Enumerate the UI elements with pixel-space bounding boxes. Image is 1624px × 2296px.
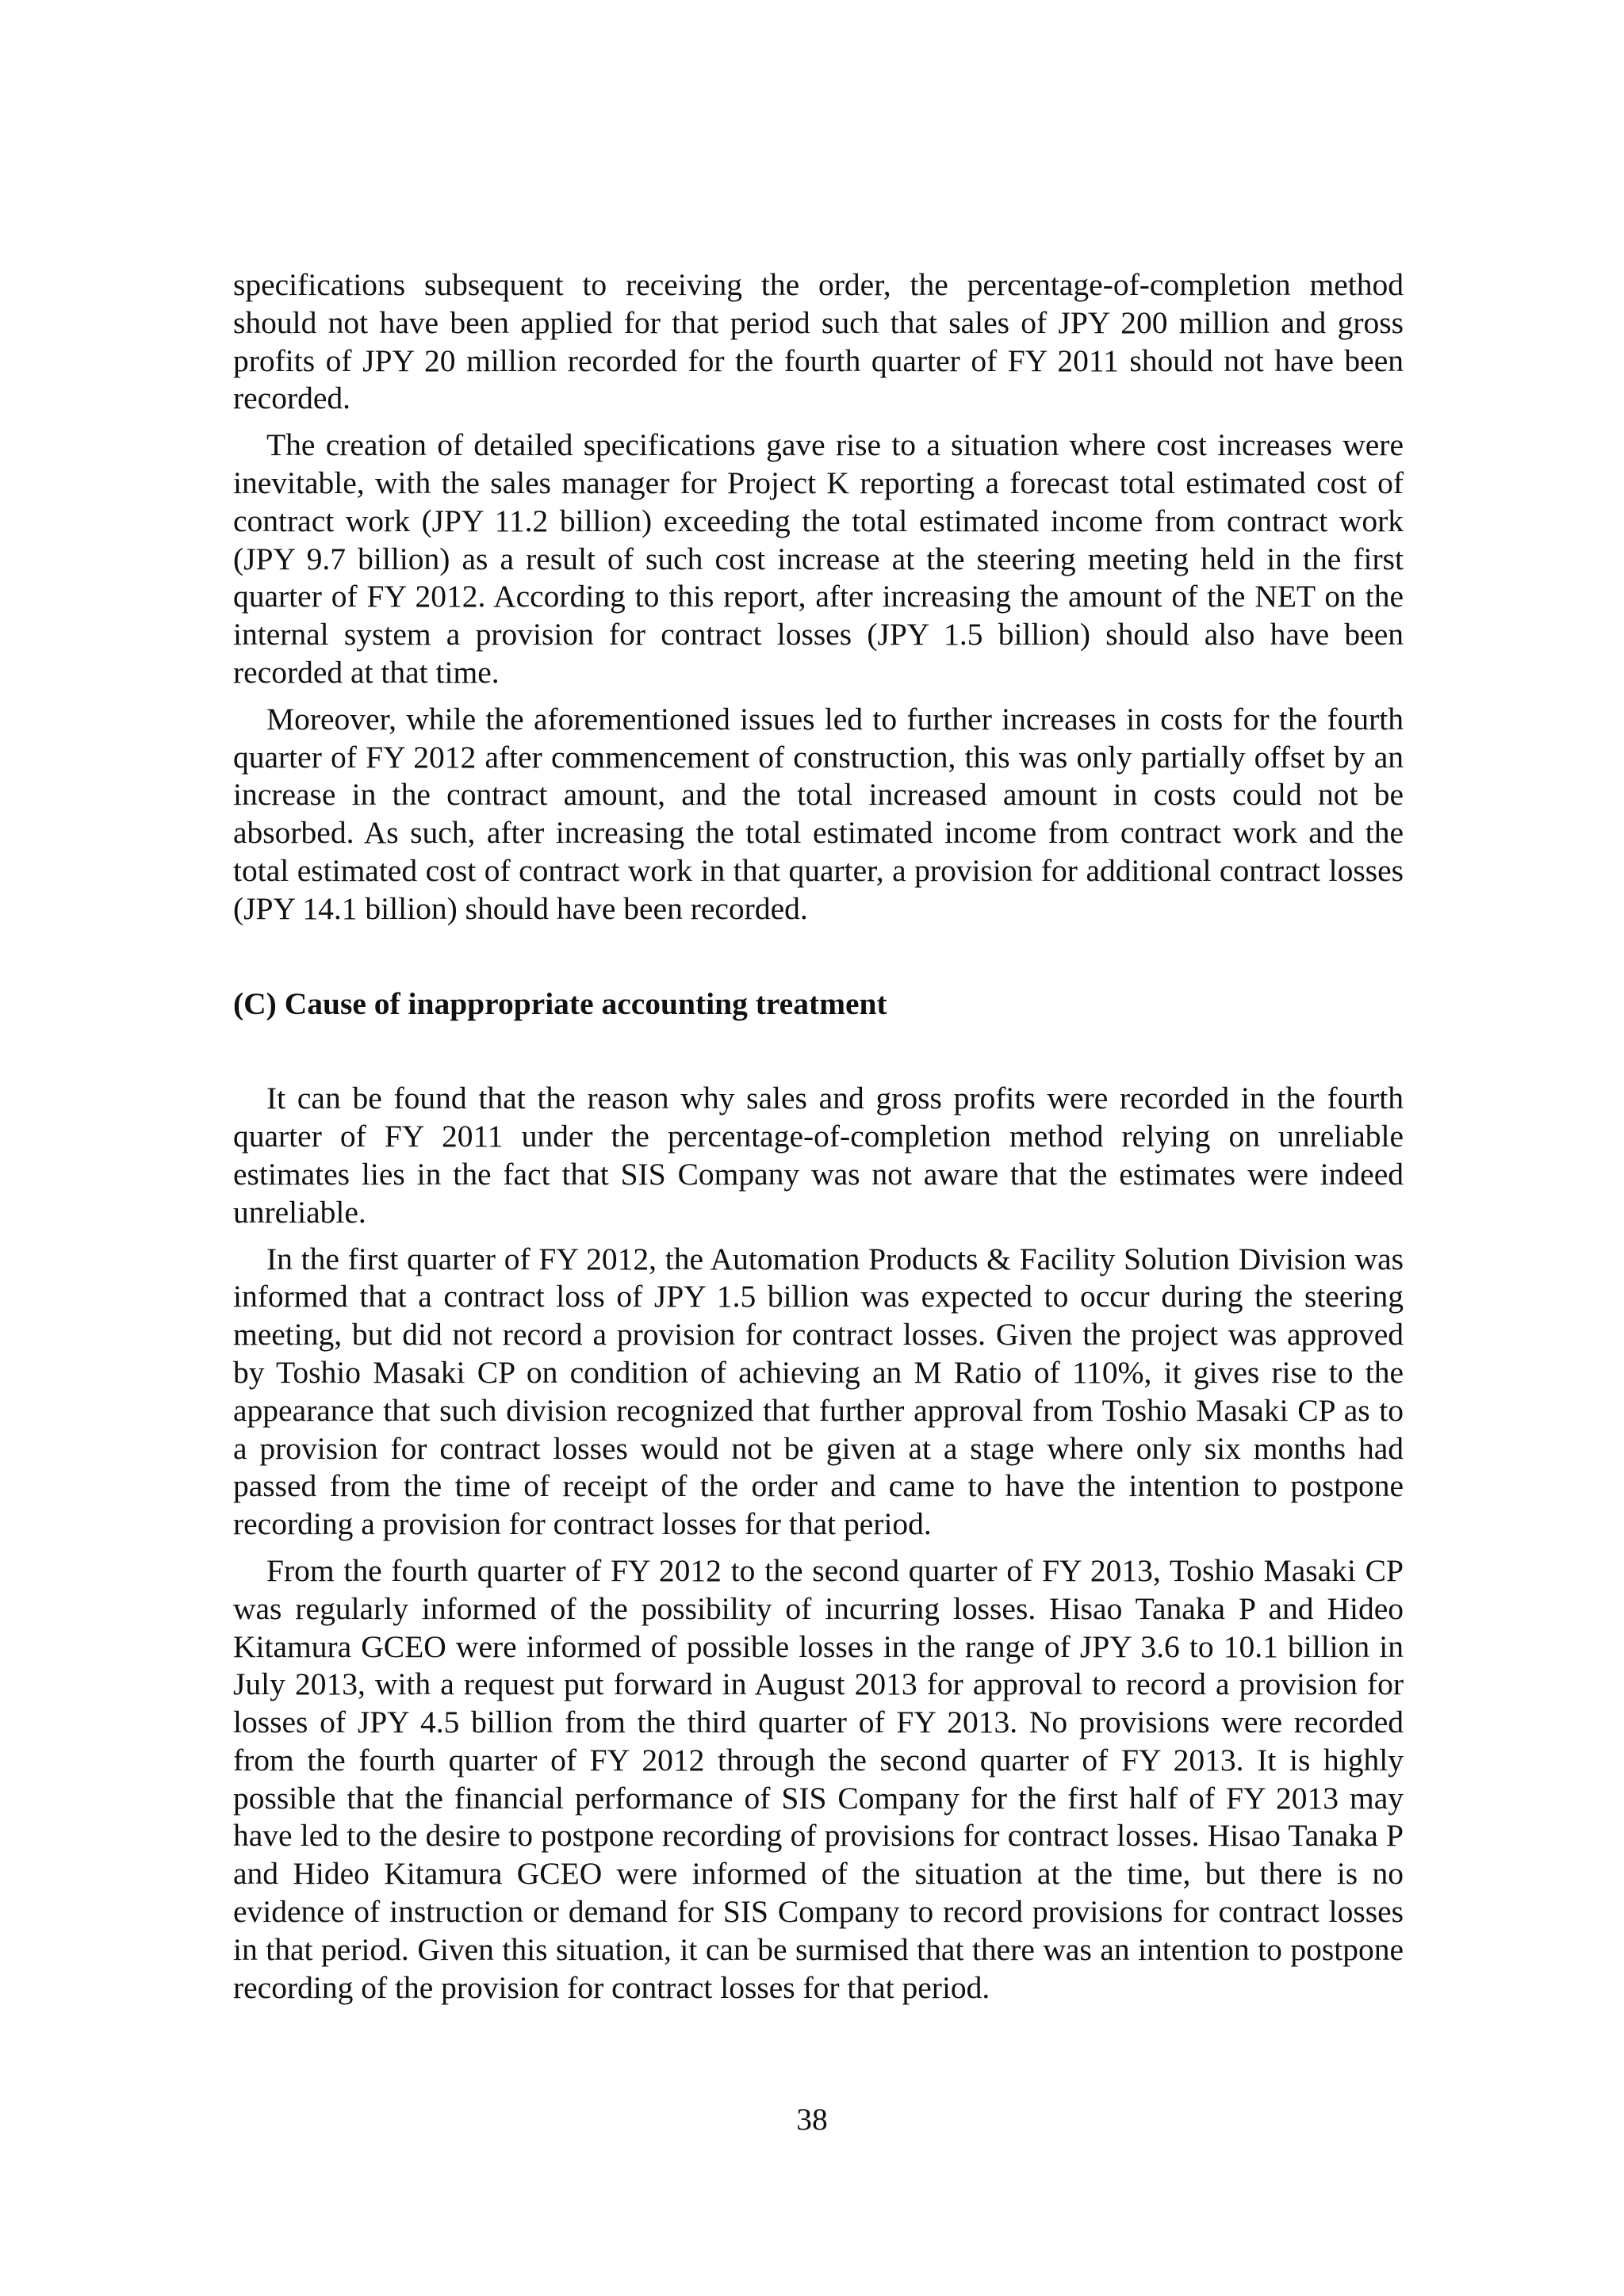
paragraph-continuation: specifications subsequent to receiving the order, the percentage-of-completion method should not have been applied for that period such that sales of JPY 200 million and gross profits of JPY 20 million recorded for the fourth quarter of FY 2011 should not have been recorded.: [233, 267, 1404, 416]
paragraph-cost-increase: The creation of detailed specifications gave rise to a situation where cost increases were inevitable, with the sales manager for Project K reporting a forecast total estimated cost of contract work (JPY 11.2 billion) exceeding the total estimated income from contract work (JPY 9.7 billion) as a result of such cost increase at the steering meeting held in the first quarter of FY 2012. According to this report, after increasing the amount of the NET on the internal system a provision for contract losses (JPY 1.5 billion) should also have been recorded at that time.: [233, 427, 1404, 690]
paragraph-fourth-quarter-2012: From the fourth quarter of FY 2012 to the second quarter of FY 2013, Toshio Masaki CP was regularly informed of the possibility of incurring losses. Hisao Tanaka P and Hideo Kitamura GCEO were informed of possible losses in the range of JPY 3.6 to 10.1 billion in July 2013, with a request put forward in August 2013 for approval to record a provision for losses of JPY 4.5 billion from the third quarter of FY 2013. No provisions were recorded from the fourth quarter of FY 2012 through the second quarter of FY 2013. It is highly possible that the financial performance of SIS Company for the first half of FY 2013 may have led to the desire to postpone recording of provisions for contract losses. Hisao Tanaka P and Hideo Kitamura GCEO were informed of the situation at the time, but there is no evidence of instruction or demand for SIS Company to record provisions for contract losses in that period. Given this situation, it can be surmised that there was an intention to postpone recording of the provision for contract losses for that period.: [233, 1552, 1404, 2005]
paragraph-first-quarter-2012: In the first quarter of FY 2012, the Automation Products & Facility Solution Division was informed that a contract loss of JPY 1.5 billion was expected to occur during the steering meeting, but did not record a provision for contract losses. Given the project was approved by Toshio Masaki CP on condition of achieving an M Ratio of 110%, it gives rise to the appearance that such division recognized that further approval from Toshio Masaki CP as to a provision for contract losses would not be given at a stage where only six months had passed from the time of receipt of the order and came to have the intention to postpone recording a provision for contract losses for that period.: [233, 1241, 1404, 1542]
paragraph-additional-losses: Moreover, while the aforementioned issues led to further increases in costs for the fourth quarter of FY 2012 after commencement of construction, this was only partially offset by an increase in the contract amount, and the total increased amount in costs could not be absorbed. As such, after increasing the total estimated income from contract work and the total estimated cost of contract work in that quarter, a provision for additional contract losses (JPY 14.1 billion) should have been recorded.: [233, 701, 1404, 926]
page-body: [233, 266, 1404, 2015]
paragraph-unreliable-estimates: It can be found that the reason why sales and gross profits were recorded in the fourth quarter of FY 2011 under the percentage-of-completion method relying on unreliable estimates lies in the fact that SIS Company was not aware that the estimates were indeed unreliable.: [233, 1081, 1404, 1230]
page-number: 38: [796, 2102, 828, 2137]
section-heading: (C) Cause of inappropriate accounting treatment: [233, 985, 887, 1021]
